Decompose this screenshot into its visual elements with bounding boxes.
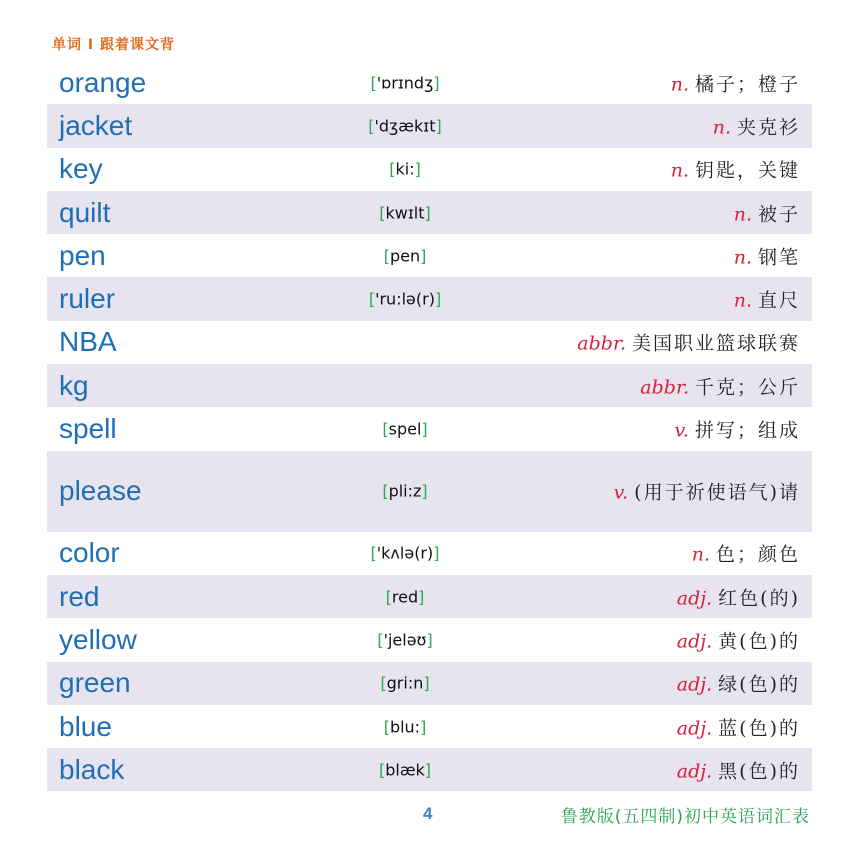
bracket-open: [ bbox=[382, 419, 389, 439]
chinese-meaning: 钢笔 bbox=[757, 246, 800, 269]
vocab-word: NBA bbox=[59, 326, 117, 358]
part-of-speech: n. bbox=[733, 203, 752, 226]
table-row bbox=[47, 575, 812, 618]
chinese-meaning: 被子 bbox=[757, 203, 800, 226]
bracket-open: [ bbox=[378, 760, 386, 780]
part-of-speech: n. bbox=[733, 246, 752, 269]
bracket-close: ] bbox=[423, 673, 430, 693]
bracket-close: ] bbox=[424, 203, 431, 223]
meaning-cell bbox=[614, 478, 800, 505]
bracket-open: [ bbox=[368, 116, 375, 136]
table-row bbox=[47, 321, 812, 364]
section-header: 单词 I 跟着课文背 bbox=[52, 37, 175, 53]
part-of-speech: n. bbox=[670, 73, 689, 96]
part-of-speech: abbr. bbox=[577, 332, 626, 355]
phonetic-text: 'jeləʊ bbox=[383, 630, 427, 650]
table-row bbox=[47, 234, 812, 277]
phonetic-text: gri:n bbox=[386, 673, 424, 693]
bracket-open: [ bbox=[368, 289, 376, 309]
bracket-close: ] bbox=[433, 543, 440, 563]
table-row bbox=[47, 748, 812, 791]
bracket-close: ] bbox=[421, 419, 428, 439]
meaning-cell bbox=[674, 416, 800, 443]
chinese-meaning: 橘子；橙子 bbox=[694, 73, 800, 96]
vocabulary-table bbox=[47, 61, 812, 791]
chinese-meaning: 美国职业篮球联赛 bbox=[631, 332, 800, 355]
part-of-speech: n. bbox=[691, 543, 710, 566]
vocab-word: spell bbox=[59, 413, 117, 445]
table-row bbox=[47, 451, 812, 532]
meaning-cell bbox=[671, 156, 800, 183]
part-of-speech: adj. bbox=[676, 630, 713, 653]
table-row bbox=[47, 148, 812, 191]
vocab-word: pen bbox=[59, 239, 106, 271]
bracket-open: [ bbox=[385, 587, 392, 607]
chinese-meaning: 钥匙，关键 bbox=[694, 159, 800, 182]
phonetic-text: blæk bbox=[385, 760, 425, 780]
phonetic-text: ki: bbox=[395, 159, 415, 179]
chinese-meaning: 蓝(色)的 bbox=[718, 717, 800, 739]
phonetic-text: 'ɒrɪndʒ bbox=[376, 73, 434, 93]
part-of-speech: n. bbox=[733, 289, 752, 312]
part-of-speech: adj. bbox=[676, 760, 713, 783]
chinese-meaning: 绿(色)的 bbox=[718, 673, 800, 696]
part-of-speech: v. bbox=[674, 419, 689, 442]
table-row bbox=[47, 364, 812, 407]
vocab-word: ruler bbox=[59, 283, 116, 315]
bracket-close: ] bbox=[420, 246, 427, 266]
vocab-word: black bbox=[59, 753, 125, 785]
chinese-meaning: 红色(的) bbox=[718, 587, 800, 610]
vocab-word: quilt bbox=[59, 196, 111, 228]
vocab-word: orange bbox=[59, 66, 147, 98]
bracket-close: ] bbox=[421, 481, 428, 501]
table-row bbox=[47, 277, 812, 320]
meaning-cell bbox=[692, 540, 800, 567]
vocab-word: color bbox=[59, 537, 120, 569]
chinese-meaning: (用于祈使语气)请 bbox=[634, 481, 800, 504]
table-row bbox=[47, 532, 812, 575]
table-row bbox=[47, 104, 812, 147]
table-row bbox=[47, 191, 812, 234]
phonetic-text: blu: bbox=[389, 717, 421, 736]
vocab-word: yellow bbox=[59, 623, 137, 655]
meaning-cell bbox=[577, 329, 800, 356]
bracket-close: ] bbox=[426, 630, 433, 650]
meaning-cell bbox=[671, 69, 800, 96]
bracket-close: ] bbox=[420, 717, 427, 736]
part-of-speech: v. bbox=[613, 481, 629, 504]
chinese-meaning: 黄(色)的 bbox=[718, 630, 800, 653]
bracket-close: ] bbox=[435, 116, 442, 136]
part-of-speech: n. bbox=[670, 159, 689, 182]
table-row bbox=[47, 662, 812, 705]
phonetic-text: red bbox=[391, 587, 419, 607]
bracket-open: [ bbox=[389, 159, 396, 179]
bracket-close: ] bbox=[433, 73, 440, 93]
part-of-speech: adj. bbox=[676, 717, 713, 739]
table-row bbox=[47, 407, 812, 450]
bracket-close: ] bbox=[434, 289, 442, 309]
chinese-meaning: 色；颜色 bbox=[715, 543, 800, 566]
meaning-cell bbox=[734, 199, 800, 226]
part-of-speech: adj. bbox=[676, 673, 713, 696]
meaning-cell bbox=[734, 242, 800, 269]
part-of-speech: adj. bbox=[676, 587, 713, 610]
book-title: 鲁教版(五四制)初中英语词汇表 bbox=[560, 807, 810, 827]
meaning-cell bbox=[677, 583, 800, 610]
bracket-open: [ bbox=[380, 673, 387, 693]
bracket-open: [ bbox=[383, 246, 390, 266]
table-row bbox=[47, 618, 812, 661]
chinese-meaning: 黑(色)的 bbox=[718, 760, 800, 783]
vocab-word: please bbox=[59, 475, 142, 507]
chinese-meaning: 直尺 bbox=[757, 289, 800, 312]
phonetic-text: 'kʌlə(r) bbox=[376, 543, 434, 563]
phonetic-text: kwɪlt bbox=[385, 203, 425, 223]
phonetic-text: 'dʒækɪt bbox=[374, 116, 436, 136]
bracket-open: [ bbox=[370, 543, 377, 563]
meaning-cell bbox=[734, 286, 800, 313]
part-of-speech: n. bbox=[712, 116, 731, 139]
bracket-close: ] bbox=[414, 159, 421, 179]
meaning-cell bbox=[677, 670, 800, 697]
bracket-open: [ bbox=[383, 717, 390, 736]
vocab-word: blue bbox=[59, 710, 112, 742]
meaning-cell bbox=[640, 372, 800, 399]
vocab-word: red bbox=[59, 580, 100, 612]
vocab-word: key bbox=[59, 153, 103, 185]
bracket-open: [ bbox=[379, 203, 386, 223]
table-row bbox=[47, 705, 812, 748]
bracket-open: [ bbox=[377, 630, 384, 650]
bracket-close: ] bbox=[424, 760, 432, 780]
vocab-word: kg bbox=[59, 369, 89, 401]
part-of-speech: abbr. bbox=[640, 376, 689, 399]
chinese-meaning: 千克；公斤 bbox=[694, 376, 800, 399]
bracket-open: [ bbox=[382, 481, 389, 501]
meaning-cell bbox=[677, 756, 800, 783]
table-row bbox=[47, 61, 812, 104]
chinese-meaning: 夹克衫 bbox=[736, 116, 800, 139]
phonetic-text: pli:z bbox=[388, 481, 422, 501]
chinese-meaning: 拼写；组成 bbox=[694, 419, 800, 442]
bracket-close: ] bbox=[418, 587, 425, 607]
meaning-cell bbox=[713, 112, 800, 139]
page-number: 4 bbox=[423, 804, 433, 823]
vocab-word: green bbox=[59, 667, 131, 699]
bracket-open: [ bbox=[370, 73, 377, 93]
meaning-cell bbox=[677, 713, 800, 740]
phonetic-text: spel bbox=[388, 419, 422, 439]
meaning-cell bbox=[677, 626, 800, 653]
vocab-word: jacket bbox=[59, 109, 133, 141]
phonetic-text: pen bbox=[389, 246, 421, 266]
phonetic-text: 'ru:lə(r) bbox=[375, 289, 435, 309]
